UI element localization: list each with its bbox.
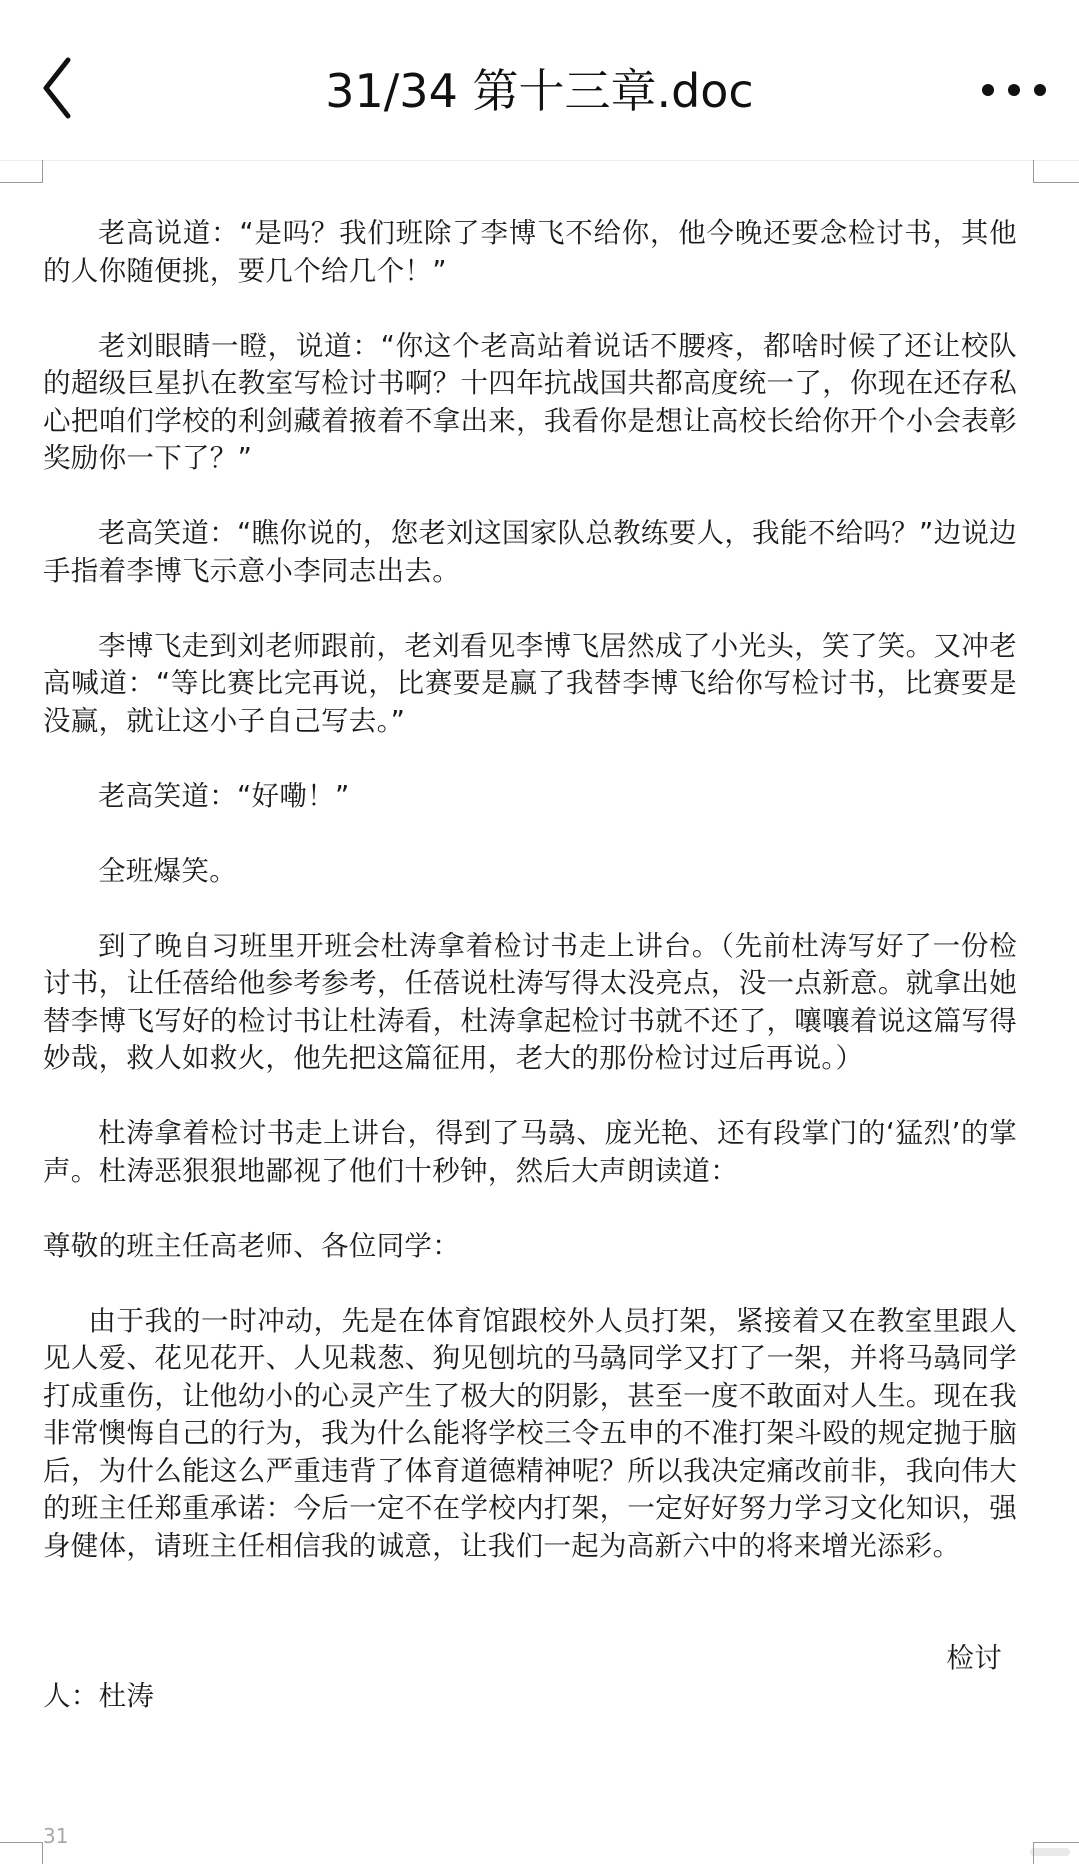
more-horizontal-icon [1008,84,1020,96]
paragraph: 到了晚自习班里开班会杜涛拿着检讨书走上讲台。（先前杜涛写好了一份检讨书，让任蓓给他参考参考，任蓓说杜涛写得太没亮点，没一点新意。就拿出她替李博飞写好的检讨书让杜涛看，杜涛拿起检讨书就不还了，嚷嚷着说这篇写得妙哉，救人如救火，他先把这篇征用，老大的那份检讨过后再说。） [43,929,1017,1074]
crop-mark-bottom-left [0,1842,43,1864]
document-title: 31/34 第十三章.doc [325,64,754,118]
paragraph: 杜涛拿着检讨书走上讲台，得到了马骉、庞光艳、还有段掌门的‘猛烈’的掌声。杜涛恶狠狠地鄙视了他们十秒钟，然后大声朗读道： [43,1117,1017,1187]
top-bar [0,0,1079,161]
watermark-icon [1030,1845,1070,1859]
chevron-left-icon [38,52,98,124]
more-horizontal-icon [1034,84,1046,96]
crop-mark-top-right [1033,160,1079,183]
page-number: 31 [43,1824,69,1848]
paragraph: 老高说道：“是吗？我们班除了李博飞不给你，他今晚还要念检讨书，其他的人你随便挑，要几个给几个！” [43,217,1017,287]
more-horizontal-icon [982,84,994,96]
paragraph: 老刘眼睛一瞪，说道：“你这个老高站着说话不腰疼，都啥时候了还让校队的超级巨星扒在教室写检讨书啊？十四年抗战国共都高度统一了，你现在还存私心把咱们学校的利剑藏着掖着不拿出来，我看你是想让高校长给你开个小会表彰奖励你一下了？” [43,329,1017,474]
paragraph: 全班爆笑。 [98,854,237,887]
signature [43,1640,1017,1715]
paragraph: 老高笑道：“好嘞！” [98,779,350,812]
document-body[interactable] [43,215,1017,1715]
signature-line-2: 人：杜涛 [43,1679,155,1712]
paragraph: 李博飞走到刘老师跟前，老刘看见李博飞居然成了小光头，笑了笑。又冲老高喊道：“等比赛比完再说，比赛要是赢了我替李博飞给你写检讨书，比赛要是没赢，就让这小子自己写去。” [43,629,1017,737]
letter-body: 由于我的一时冲动，先是在体育馆跟校外人员打架，紧接着又在教室里跟人见人爱、花见花开、人见栽葱、狗见刨坑的马骉同学又打了一架，并将马骉同学打成重伤，让他幼小的心灵产生了极大的阴影，甚至一度不敢面对人生。现在我非常懊悔自己的行为，我为什么能将学校三令五申的不准打架斗殴的规定抛于脑后，为什么能这么严重违背了体育道德精神呢？所以我决定痛改前非，我向伟大的班主任郑重承诺：今后一定不在学校内打架，一定好好努力学习文化知识，强身健体，请班主任相信我的诚意，让我们一起为高新六中的将来增光添彩。 [43,1304,1017,1562]
paragraph: 老高笑道：“瞧你说的，您老刘这国家队总教练要人，我能不给吗？”边说边手指着李博飞示意小李同志出去。 [43,517,1017,587]
more-options-button[interactable] [982,78,1058,102]
back-button[interactable] [38,52,98,124]
letter-salutation: 尊敬的班主任高老师、各位同学： [43,1229,460,1262]
crop-mark-top-left [0,160,43,183]
signature-line-1: 检讨 [946,1642,1002,1674]
